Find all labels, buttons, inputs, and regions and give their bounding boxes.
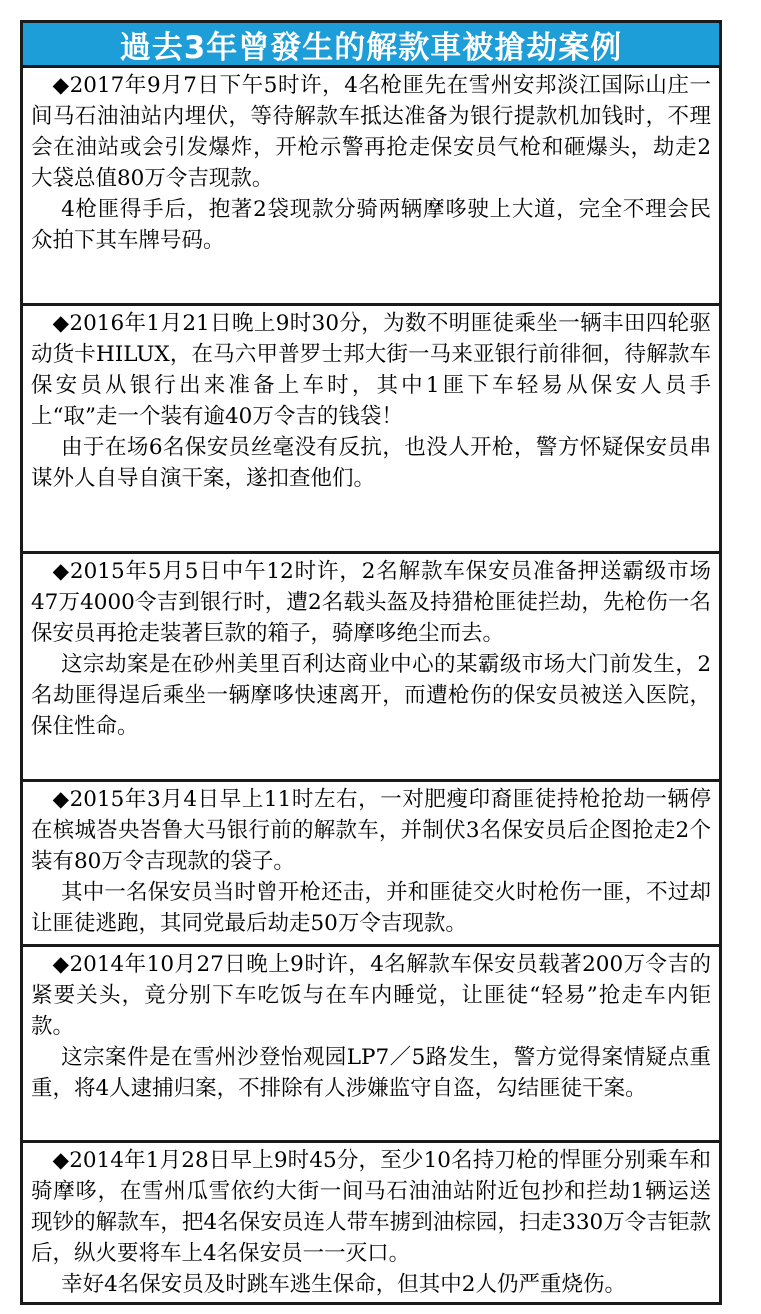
case-paragraph: 幸好4名保安员及时跳车逃生保命，但其中2人仍严重烧伤。 [61, 1272, 626, 1297]
case-2015-05-05 [23, 554, 719, 782]
case-paragraph: ◆2014年10月27日晚上9时许，4名解款车保安员载著200万令吉的紧要关头，竟分别下车吃饭与在车内睡觉，让匪徒“轻易”抢走车内钜款。 [31, 952, 711, 1039]
case-paragraph: ◆2015年5月5日中午12时许，2名解款车保安员准备押送霸级市场47万4000令吉到银行时，遭2名载头盔及持猎枪匪徒拦劫，先枪伤一名保安员再抢走装著巨款的箱子，骑摩哆绝尘而去。 [31, 559, 711, 646]
case-2014-01-28 [23, 1143, 719, 1304]
case-paragraph: ◆2017年9月7日下午5时许，4名枪匪先在雪州安邦淡江国际山庄一间马石油油站内埋伏，等待解款车抵达准备为银行提款机加钱时，不理会在油站或会引发爆炸，开枪示警再抢走保安员气枪和砸爆头，劫走2大袋总值80万令吉现款。 [31, 73, 711, 191]
case-2015-03-04 [23, 782, 719, 947]
case-paragraph: 这宗案件是在雪州沙登怡观园LP7／5路发生，警方觉得案情疑点重重，将4人逮捕归案，不排除有人涉嫌监守自盗，勾结匪徒干案。 [31, 1045, 711, 1101]
case-paragraph: 其中一名保安员当时曾开枪还击，并和匪徒交火时枪伤一匪，不过却让匪徒逃跑，其同党最后劫走50万令吉现款。 [31, 880, 711, 936]
case-paragraph: 由于在场6名保安员丝毫没有反抗，也没人开枪，警方怀疑保安员串谋外人自导自演干案，遂扣查他们。 [31, 435, 711, 491]
case-2016-01-21 [23, 306, 719, 554]
article-box [20, 20, 722, 1305]
case-2017-09-07 [23, 68, 719, 306]
case-paragraph: ◆2014年1月28日早上9时45分，至少10名持刀枪的悍匪分别乘车和骑摩哆，在雪州瓜雪依约大街一间马石油油站附近包抄和拦劫1辆运送现钞的解款车，把4名保安员连人带车掳到油棕园，扫走330万令吉钜款后，纵火要将车上4名保安员一一灭口。 [31, 1148, 711, 1266]
case-paragraph: ◆2016年1月21日晚上9时30分，为数不明匪徒乘坐一辆丰田四轮驱动货卡HILUX，在马六甲普罗士邦大街一马来亚银行前徘徊，待解款车保安员从银行出来准备上车时，其中1匪下车轻易从保安人员手上“取”走一个装有逾40万令吉的钱袋！ [31, 311, 711, 429]
case-paragraph: ◆2015年3月4日早上11时左右，一对肥瘦印裔匪徒持枪抢劫一辆停在槟城峇央峇鲁大马银行前的解款车，并制伏3名保安员后企图抢走2个装有80万令吉现款的袋子。 [31, 787, 711, 874]
case-2014-10-27 [23, 947, 719, 1143]
case-paragraph: 这宗劫案是在砂州美里百利达商业中心的某霸级市场大门前发生，2名劫匪得逞后乘坐一辆摩哆快速离开，而遭枪伤的保安员被送入医院，保住性命。 [31, 652, 711, 739]
title-bar [23, 23, 719, 68]
case-paragraph: 4枪匪得手后，抱著2袋现款分骑两辆摩哆驶上大道，完全不理会民众拍下其车牌号码。 [31, 197, 711, 253]
article-title: 過去3年曾發生的解款車被搶劫案例 [119, 29, 623, 66]
